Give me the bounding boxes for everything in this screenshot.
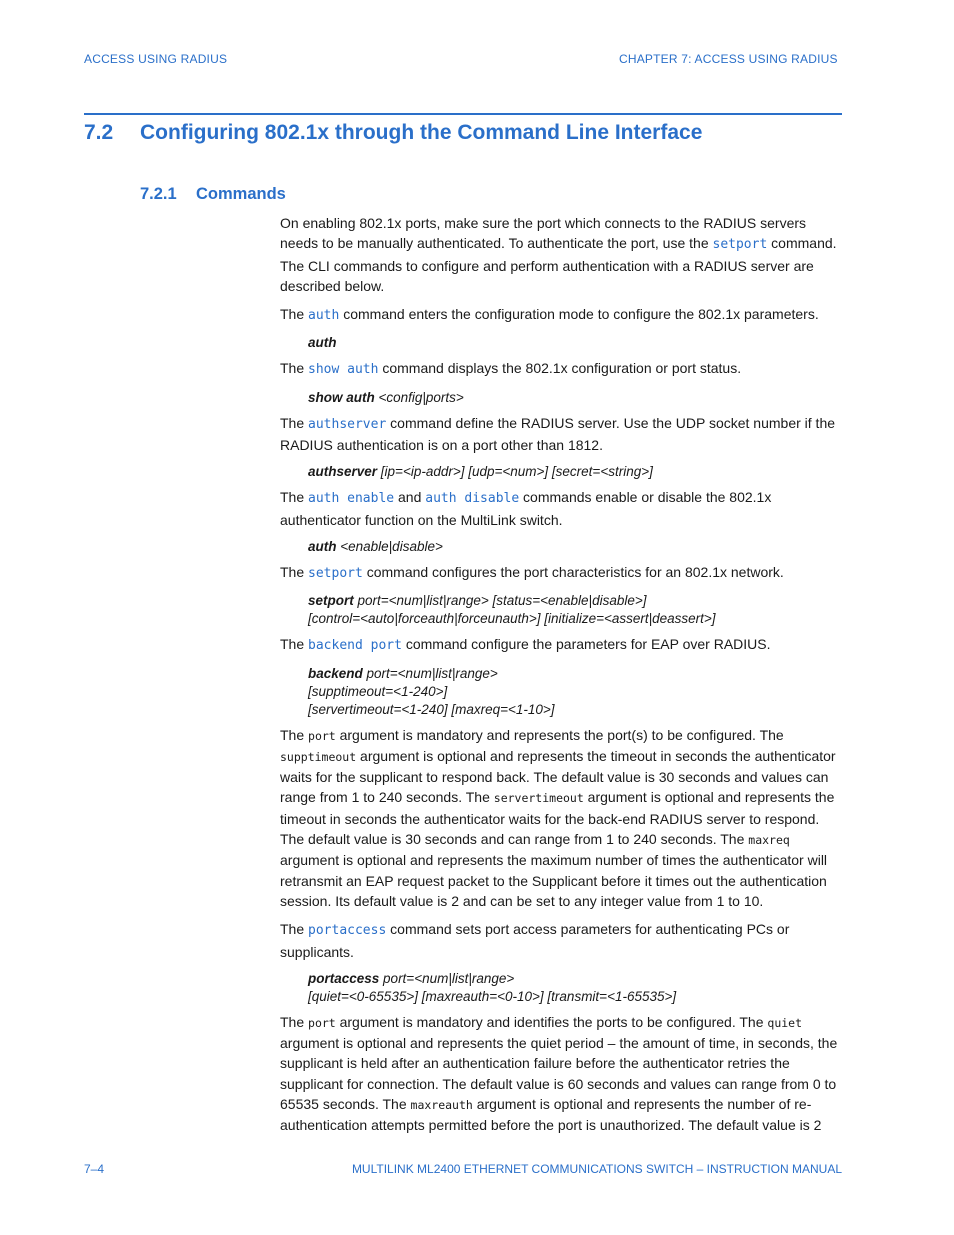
setport-syntax: setport port=<num|list|range> [status=<enable|disable>] [control=<auto|forceauth|forceunauth>] [initialize=<assert|deassert>] — [308, 593, 716, 627]
portaccess-description: The port argument is mandatory and identifies the ports to be configured. The quiet argument is optional and represents the quiet period – the amount of time, in seconds, the supplicant is held after an authentication failure before the authenticator retries the supplicant for connection. The default value is 60 seconds and values can range from 0 to 65535 seconds. The maxreauth argument is optional and represents the number of re-authentication attempts permitted before the port is unauthorized. The default value is 2 — [280, 1013, 838, 1134]
auth-enable-paragraph: The auth enable and auth disable commands enable or disable the 802.1x authenticator function on the MultiLink switch. — [280, 489, 772, 528]
authserver-code: authserver — [308, 416, 387, 432]
section-divider — [84, 113, 842, 115]
auth-enable-code: auth enable — [308, 491, 395, 507]
subsection-number: 7.2.1 — [140, 185, 177, 203]
show-auth-syntax: show auth <config|ports> — [308, 389, 464, 405]
setport-paragraph: The setport command configures the port characteristics for an 802.1x network. — [280, 563, 784, 581]
auth-paragraph: The auth command enters the configuration mode to configure the 802.1x parameters. — [280, 306, 819, 324]
section-number: 7.2 — [84, 121, 114, 144]
backend-port-code: backend port — [308, 638, 402, 654]
backend-description: The port argument is mandatory and represents the port(s) to be configured. The supptimeout argument is optional and represents the timeout in seconds the authenticator waits for the supplicant to respond back. The default value is 30 seconds and values can range from 1 to 240 seconds. The servertimeout argument is optional and represents the timeout in seconds the authenticator waits for the back-end RADIUS server to respond. The default value is 30 seconds and can range from 1 to 240 seconds. The maxreq argument is optional and represents the maximum number of times the authenticator will retransmit an EAP request packet to the Supplicant before it times out the authentication session. Its default value is 2 and can be set to any integer value from 1 to 10. — [280, 726, 836, 909]
subsection-title: Commands — [196, 185, 286, 203]
running-footer: MULTILINK ML2400 ETHERNET COMMUNICATIONS SWITCH – INSTRUCTION MANUAL — [351, 1162, 842, 1176]
backend-paragraph: The backend port command configure the parameters for EAP over RADIUS. — [280, 636, 771, 654]
show-auth-paragraph: The show auth command displays the 802.1x configuration or port status. — [280, 360, 742, 378]
subsection-heading — [140, 185, 286, 204]
intro-paragraph: On enabling 802.1x ports, make sure the port which connects to the RADIUS servers needs to be manually authenticated. To authenticate the port, use the setport command. The CLI commands to configure and perform authentication with a RADIUS server are described below. — [280, 215, 837, 294]
setport-code: setport — [308, 565, 363, 581]
authserver-syntax: authserver [ip=<ip-addr>] [udp=<num>] [secret=<string>] — [308, 464, 653, 480]
section-heading — [84, 121, 702, 145]
body-text — [280, 213, 842, 1144]
page-number: 7–4 — [84, 1162, 105, 1176]
portaccess-code: portaccess — [308, 923, 387, 939]
running-header-left: ACCESS USING RADIUS — [84, 52, 228, 66]
portaccess-paragraph: The portaccess command sets port access parameters for authenticating PCs or supplicants. — [280, 921, 790, 960]
section-title: Configuring 802.1x through the Command Line Interface — [140, 121, 703, 144]
auth-syntax: auth — [308, 335, 337, 351]
auth-disable-code: auth disable — [425, 491, 520, 507]
setport-code: setport — [712, 237, 768, 253]
portaccess-syntax: portaccess port=<num|list|range> [quiet=<0-65535>] [maxreauth=<0-10>] [transmit=<1-65535>] — [308, 970, 677, 1004]
show-auth-code: show auth — [308, 362, 379, 378]
running-header-right: CHAPTER 7: ACCESS USING RADIUS — [619, 52, 838, 66]
authserver-paragraph: The authserver command define the RADIUS server. Use the UDP socket number if the RADIUS authentication is on a port other than 1812. — [280, 414, 836, 454]
auth-code: auth — [308, 308, 340, 324]
backend-syntax: backend port=<num|list|range> [supptimeout=<1-240>] [servertimeout=<1-240] [maxreq=<1-10>] — [308, 665, 555, 717]
auth-enable-syntax: auth <enable|disable> — [308, 538, 443, 554]
